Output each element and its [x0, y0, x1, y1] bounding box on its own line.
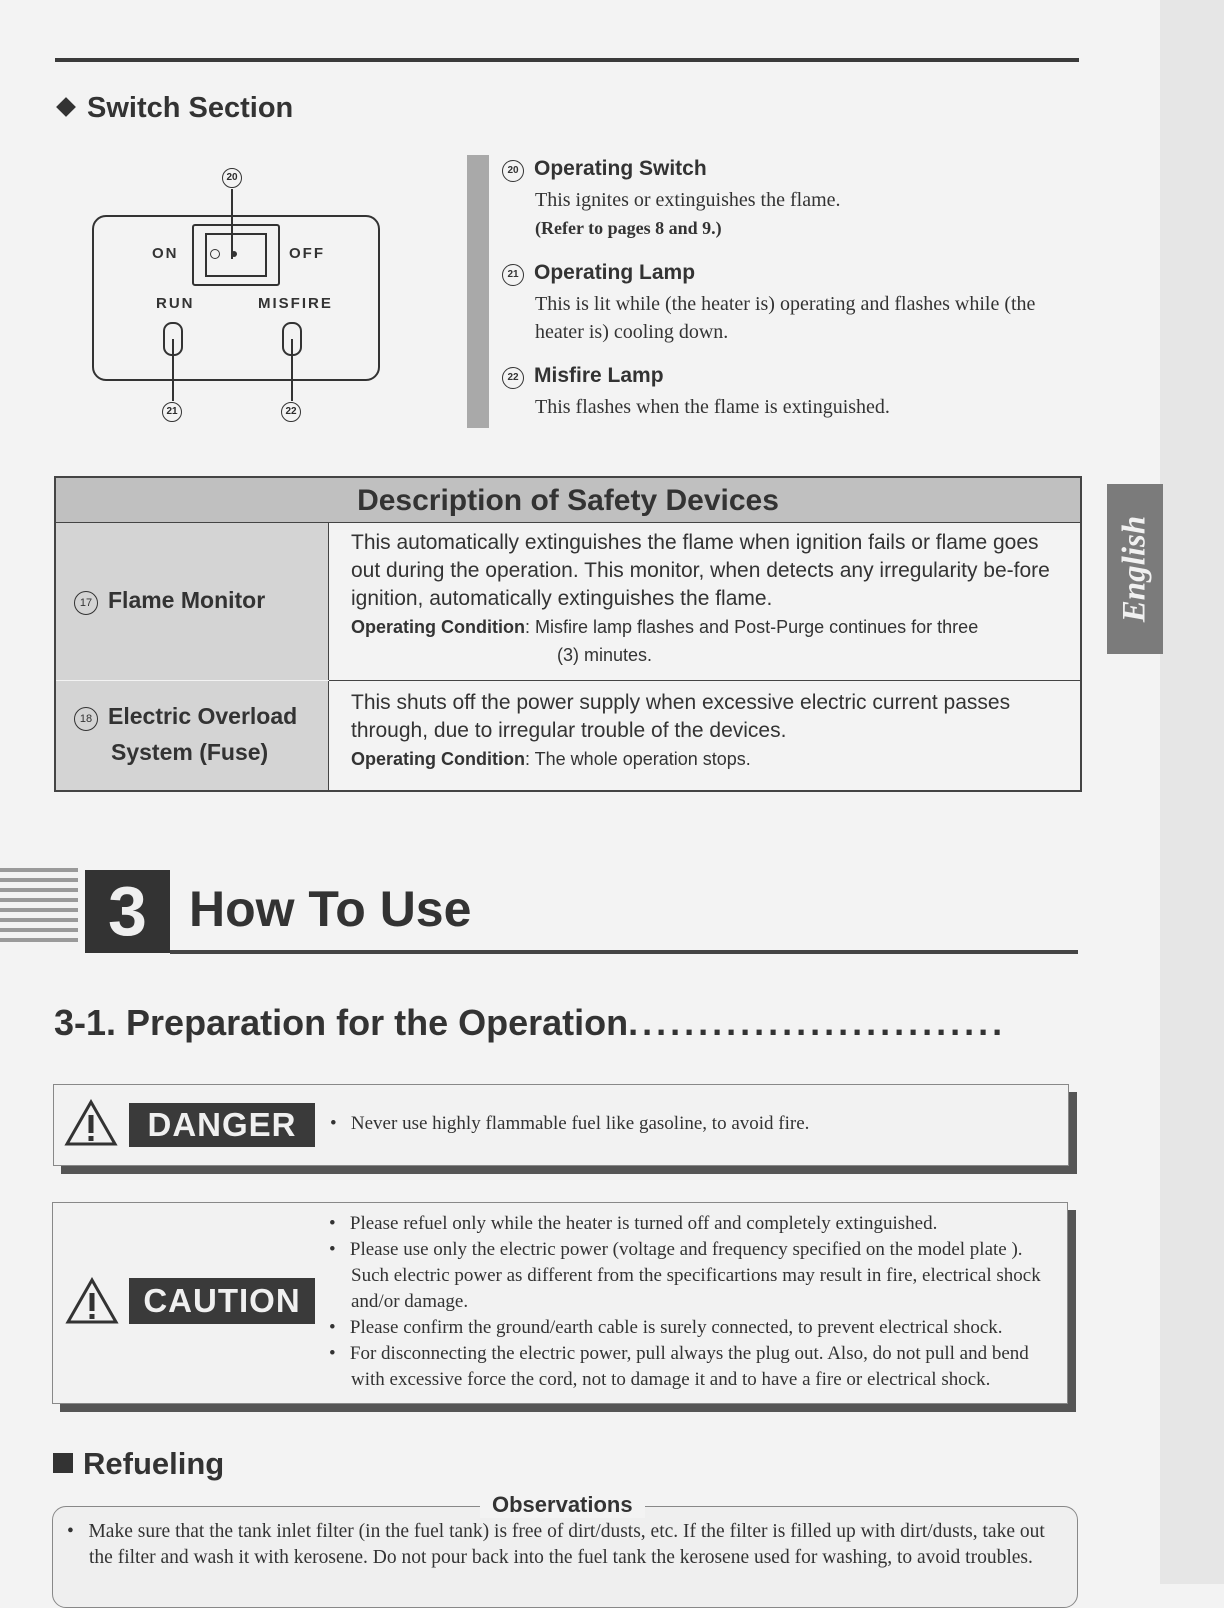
item-misfire-lamp — [502, 364, 1062, 421]
off-label: OFF — [289, 245, 325, 262]
callout-20: 20 — [222, 168, 242, 188]
diamond-bullet-icon — [56, 97, 76, 117]
subsection-title-text: 3-1. Preparation for the Operation — [54, 1002, 629, 1043]
list-item: • Please refuel only while the heater is turned off and completely extinguished. — [329, 1213, 938, 1234]
bullet-text: For disconnecting the electric power, pull always the plug out. Also, do not pull and bend with excessive force the cord, not to damage it and to have a fire or electrical shock. — [349, 1343, 1029, 1390]
callout-21: 21 — [162, 402, 182, 422]
danger-badge: DANGER — [129, 1103, 315, 1147]
item-number: 22 — [502, 367, 524, 389]
switch-panel-diagram — [90, 163, 390, 433]
item-title: Operating Switch — [534, 157, 707, 180]
observations-box — [52, 1506, 1078, 1608]
row-text: This shuts off the power supply when excessive electric current passes through, due to irregular trouble of the devices. — [351, 691, 1011, 742]
callout-22: 22 — [281, 402, 301, 422]
section-stripes — [0, 868, 78, 954]
side-bar — [467, 155, 489, 428]
safety-devices-table — [54, 476, 1082, 792]
subsection-title — [54, 1002, 1084, 1044]
danger-box — [53, 1084, 1069, 1166]
table-row-description — [329, 523, 1080, 681]
row-name: Electric Overload — [108, 703, 298, 729]
item-operating-switch — [502, 157, 1062, 242]
operating-condition — [351, 617, 1063, 638]
switch-section-heading — [55, 92, 293, 125]
row-name-cont: System (Fuse) — [111, 739, 269, 765]
item-operating-lamp — [502, 261, 1062, 346]
section-rule — [170, 950, 1078, 954]
misfire-label: MISFIRE — [258, 295, 333, 312]
cond-text-cont: (3) minutes. — [557, 645, 653, 665]
table-title: Description of Safety Devices — [56, 478, 1080, 523]
bullet-text: Make sure that the tank inlet filter (in the fuel tank) is free of dirt/dusts, etc. If the filter is filled up with dirt/dusts, take out the filter and wash it with kerosene. Do not pour back into the fuel tank the kerosene used for washing, to avoid troubles. — [88, 1521, 1045, 1568]
on-dot-icon — [231, 251, 237, 257]
section-title: How To Use — [189, 881, 472, 937]
warning-triangle-icon — [65, 1277, 119, 1325]
item-number: 20 — [502, 160, 524, 182]
table-row-label — [56, 681, 329, 790]
switch-section-title: Switch Section — [87, 92, 294, 124]
square-bullet-icon — [53, 1453, 73, 1473]
row-number: 18 — [74, 707, 98, 731]
caution-box — [52, 1202, 1068, 1404]
dot-leader: ........................... — [628, 1002, 1007, 1043]
bullet-text: Never use highly flammable fuel like gasoline, to avoid fire. — [350, 1113, 810, 1134]
operating-switch — [192, 224, 280, 286]
leader-line — [291, 339, 293, 401]
list-item: • Please use only the electric power (voltage and frequency specified on the model plate ). Such electric power as different from the specificartions may result in fire, electrical shock and/or damage. — [329, 1239, 1041, 1312]
language-tab — [1107, 484, 1163, 654]
table-row-description — [329, 681, 1080, 790]
refueling-heading — [53, 1446, 224, 1482]
rocker-face — [205, 233, 267, 277]
row-name: Flame Monitor — [108, 587, 266, 613]
list-item: • Please confirm the ground/earth cable is surely connected, to prevent electrical shock. — [329, 1317, 1003, 1338]
row-number: 17 — [74, 591, 98, 615]
item-title: Operating Lamp — [534, 261, 696, 284]
bullet-text: Please refuel only while the heater is turned off and completely extinguished. — [349, 1213, 938, 1234]
observations-title: Observations — [480, 1492, 645, 1518]
caution-bullets — [329, 1211, 1051, 1393]
item-text: This flashes when the flame is extinguished. — [535, 396, 890, 418]
warning-triangle-icon — [64, 1099, 118, 1147]
observations-bullets — [67, 1519, 1067, 1571]
list-item: • For disconnecting the electric power, pull always the plug out. Also, do not pull and bend with excessive force the cord, not to damage it and to have a fire or electrical shock. — [329, 1343, 1029, 1390]
refueling-title: Refueling — [83, 1446, 225, 1481]
off-dot-icon — [210, 249, 220, 259]
language-tab-label: English — [1116, 515, 1153, 623]
item-title: Misfire Lamp — [534, 364, 664, 387]
on-label: ON — [152, 245, 179, 262]
top-rule — [55, 58, 1079, 62]
page-margin — [1160, 0, 1224, 1584]
cond-label: Operating Condition — [351, 749, 525, 769]
caution-badge: CAUTION — [129, 1278, 315, 1324]
run-label: RUN — [156, 295, 195, 312]
cond-text: : The whole operation stops. — [524, 749, 751, 769]
item-text: This is lit while (the heater is) operating and flashes while (the heater is) cooling down. — [535, 293, 1036, 343]
operating-condition — [351, 749, 1063, 770]
row-text: This automatically extinguishes the flame when ignition fails or flame goes out during the operation. This monitor, when detects any irregularity be-fore ignition, automatically extinguishes the flame. — [351, 531, 1050, 610]
item-number: 21 — [502, 264, 524, 286]
item-text: This ignites or extinguishes the flame. — [535, 189, 841, 211]
cond-label: Operating Condition — [351, 617, 525, 637]
bullet-text: Please confirm the ground/earth cable is surely connected, to prevent electrical shock. — [349, 1317, 1003, 1338]
danger-bullets — [330, 1111, 1050, 1137]
bullet-text: Please use only the electric power (voltage and frequency specified on the model plate ). Such electric power as different from the specificartions may result in fire, electrical shock and/or damage. — [349, 1239, 1041, 1312]
section-number: 3 — [85, 870, 170, 953]
cond-text: : Misfire lamp flashes and Post-Purge continues for three — [524, 617, 979, 637]
item-note: (Refer to pages 8 and 9.) — [535, 218, 722, 238]
list-item: • Never use highly flammable fuel like gasoline, to avoid fire. — [330, 1113, 810, 1134]
leader-line — [172, 339, 174, 401]
table-row-label — [56, 523, 329, 680]
list-item: • Make sure that the tank inlet filter (in the fuel tank) is free of dirt/dusts, etc. If the filter is filled up with dirt/dusts, take out the filter and wash it with kerosene. Do not pour back into the fuel tank the kerosene used for washing, to avoid troubles. — [67, 1521, 1045, 1568]
